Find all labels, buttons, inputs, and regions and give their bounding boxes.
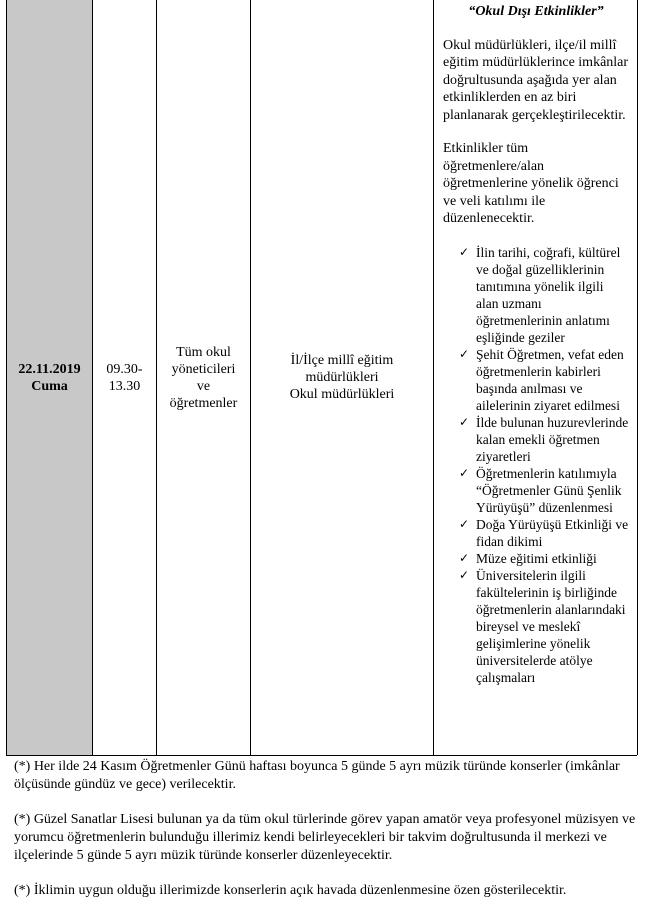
day-value: Cuma	[31, 378, 68, 394]
time-end: 13.30	[108, 378, 141, 394]
list-item: ✓ Doğa Yürüyüşü Etkinliği ve fidan dikimi	[459, 516, 629, 549]
activities-paragraph: Etkinlikler tüm öğretmenlere/alan öğretmenlerine yönelik öğrenci ve veli katılımı ile düzenlenecektir.	[443, 141, 619, 226]
list-item: ✓ İlde bulunan huzurevlerinde kalan emekli öğretmen ziyaretleri	[459, 414, 629, 464]
list-item: ✓ İlin tarihi, coğrafi, kültürel ve doğal güzelliklerinin tanıtımına yönelik ilgili alan uzmanı öğretmenlerinin anlatımı eşliğinde geziler	[459, 244, 621, 345]
footnotes	[14, 758, 644, 917]
checkmark-icon: ✓	[459, 346, 470, 361]
checkmark-icon: ✓	[459, 516, 470, 531]
date-cell	[7, 0, 93, 755]
activities-cell	[434, 0, 638, 755]
schedule-table	[6, 0, 637, 756]
checkmark-icon: ✓	[459, 465, 470, 480]
list-item: ✓ Müze eğitimi etkinliği	[459, 550, 597, 566]
participants-line: Tüm okul	[176, 344, 231, 360]
participants-line: ve	[196, 378, 211, 394]
time-cell	[93, 0, 157, 755]
participants-line: yöneticileri	[171, 361, 236, 377]
list-item: ✓ Üniversitelerin ilgili fakültelerinin iş birliğinde öğretmenlerin alanlarındaki bireysel ve meslekî gelişimlerine yönelik üniversitelerde atölye çalışmaları	[459, 567, 626, 685]
participants-line: öğretmenler	[169, 395, 238, 411]
activities-list	[443, 244, 629, 686]
participants-cell	[157, 0, 251, 755]
footnote: (*) Güzel Sanatlar Lisesi bulunan ya da tüm okul türlerinde görev yapan amatör veya profesyonel müzisyen ve yorumcu öğretmenlerin bulunduğu illerimiz kendi belirleyecekleri bir takvim doğrultusunda il merkezi ve ilçelerinde 5 günde 5 ayrı müzik türünde konserler düzenleyecektir.	[14, 812, 636, 863]
responsible-line: İl/İlçe millî eğitim	[290, 353, 394, 368]
checkmark-icon: ✓	[459, 244, 470, 259]
footnote: (*) Her ilde 24 Kasım Öğretmenler Günü haftası boyunca 5 günde 5 ayrı müzik türünde konserler (imkânlar ölçüsünde gündüz ve gece) verilecektir.	[14, 759, 620, 792]
responsible-cell	[251, 0, 434, 755]
checkmark-icon: ✓	[459, 414, 470, 429]
checkmark-icon: ✓	[459, 567, 470, 582]
activities-title: “Okul Dışı Etkinlikler”	[468, 4, 604, 19]
activities-paragraph: Okul müdürlükleri, ilçe/il millî eğitim müdürlüklerince imkânlar doğrultusunda aşağıda yer alan etkinliklerden en az biri planlanarak gerçekleştirilecektir.	[443, 37, 629, 123]
checkmark-icon: ✓	[459, 550, 470, 565]
date-value: 22.11.2019	[18, 361, 81, 377]
responsible-line: Okul müdürlükleri	[289, 387, 395, 402]
list-item: ✓ Öğretmenlerin katılımıyla “Öğretmenler Günü Şenlik Yürüyüşü” düzenlenmesi	[459, 465, 622, 515]
responsible-line: müdürlükleri	[305, 370, 379, 385]
list-item: ✓ Şehit Öğretmen, vefat eden öğretmenlerin kabirleri başında anılması ve ailelerinin ziyaret edilmesi	[459, 346, 624, 413]
time-start: 09.30-	[106, 361, 143, 377]
footnote: (*) İklimin uygun olduğu illerimizde konserlerin açık havada düzenlenmesine özen gösterilecektir.	[14, 883, 567, 898]
